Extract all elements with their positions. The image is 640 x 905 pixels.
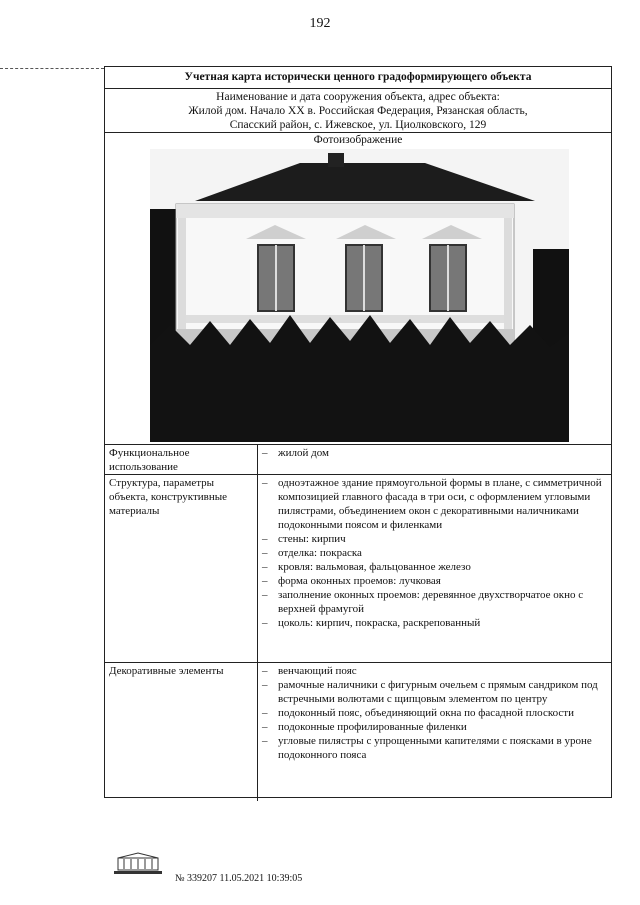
- attribute-table: [105, 445, 611, 801]
- row-label: Структура, параметры объекта, конструктивные материалы: [105, 475, 258, 662]
- house-photo: [150, 149, 569, 442]
- page-number: 192: [309, 16, 331, 31]
- list-item: – кровля: вальмовая, фальцованное железо: [262, 561, 471, 573]
- list-item: – форма оконных проемов: лучковая: [262, 575, 441, 587]
- list-item: – рамочные наличники с фигурным очельем с прямым сандриком под встречными волютами с щипцовым элементом по центру: [262, 679, 598, 705]
- row-functional-use: [105, 445, 611, 475]
- object-line-1: Жилой дом. Начало XX в. Российская Федерация, Рязанская область,: [188, 105, 528, 117]
- row-values: [258, 663, 611, 801]
- row-label: Функциональное использование: [105, 445, 258, 474]
- registration-card: [104, 66, 612, 798]
- photo-caption: Фотоизображение: [313, 134, 403, 146]
- list-item: – угловые пилястры с упрощенными капителями с поясками в уроне подоконного пояса: [262, 735, 592, 761]
- row-values: [258, 475, 611, 662]
- list-item: – жилой дом: [262, 447, 329, 459]
- object-heading: Наименование и дата сооружения объекта, адрес объекта:: [216, 91, 500, 103]
- row-structure: [105, 475, 611, 663]
- scan-mark: [0, 68, 104, 69]
- row-values: [258, 445, 611, 474]
- list-item: – заполнение оконных проемов: деревянное двухстворчатое окно с верхней фрамугой: [262, 589, 584, 615]
- list-item: – венчающий пояс: [262, 665, 357, 677]
- list-item: – отделка: покраска: [262, 547, 362, 559]
- row-label: Декоративные элементы: [105, 663, 258, 801]
- object-line-2: Спасский район, с. Ижевское, ул. Циолковского, 129: [229, 119, 487, 131]
- list-item: – одноэтажное здание прямоугольной формы в плане, с симметричной композицией главного фасада в три оси, с оформлением угловыми пилястрами, объединением окон с декоративными наличниками подоконными поясом и филенками: [262, 477, 602, 531]
- building-logo-icon: [112, 852, 164, 876]
- list-item: – цоколь: кирпич, покраска, раскрепованный: [262, 617, 481, 629]
- list-item: – подоконные профилированные филенки: [262, 721, 467, 733]
- list-item: – подоконный пояс, объединяющий окна по фасадной плоскости: [262, 707, 574, 719]
- list-item: – стены: кирпич: [262, 533, 346, 545]
- card-title: Учетная карта исторически ценного градоформирующего объекта: [105, 67, 611, 89]
- document-stamp: № 339207 11.05.2021 10:39:05: [175, 873, 303, 884]
- object-info: [105, 89, 611, 133]
- house-photo-image: [150, 149, 569, 442]
- photo-section: [105, 133, 611, 445]
- row-decorative: [105, 663, 611, 801]
